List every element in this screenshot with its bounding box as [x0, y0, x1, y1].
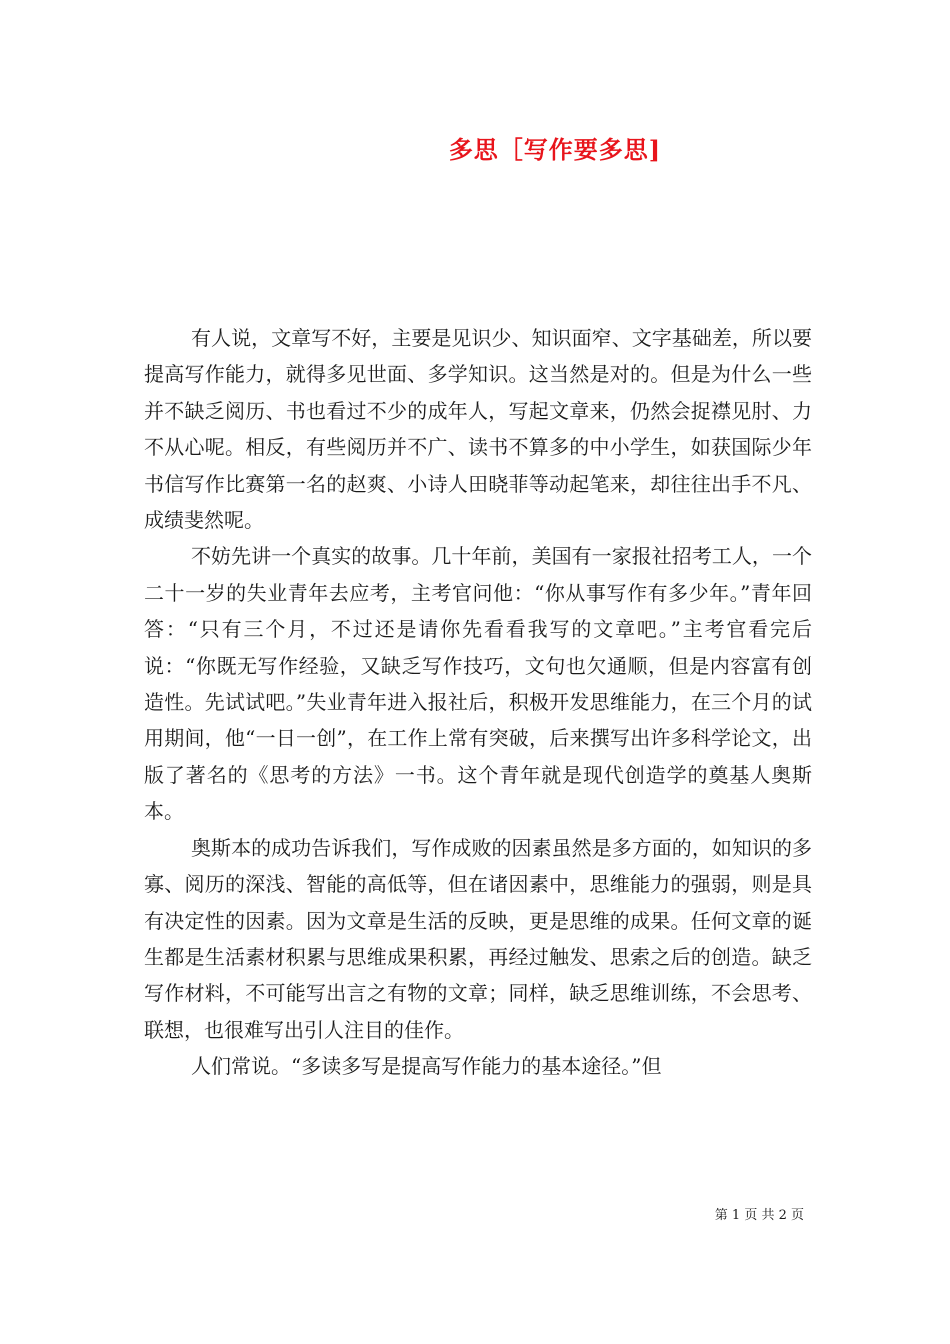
paragraph-4: 人们常说。“多读多写是提高写作能力的基本途径。”但	[191, 1054, 662, 1079]
paragraph-3: 奥斯本的成功告诉我们，写作成败的因素虽然是多方面的，如知识的多寡、阅历的深浅、智能的高低等，但在诸因素中，思维能力的强弱，则是具有决定性的因素。因为文章是生活的反映，更是思维的成果。任何文章的诞生都是生活素材积累与思维成果积累，再经过触发、思索之后的创造。缺乏写作材料，不可能写出言之有物的文章；同样，缺乏思维训练，不会思考、联想，也很难写出引人注目的佳作。	[144, 835, 812, 1042]
paragraph-1: 有人说，文章写不好，主要是见识少、知识面窄、文字基础差，所以要提高写作能力，就得多见世面、多学知识。这当然是对的。但是为什么一些并不缺乏阅历、书也看过不少的成年人，写起文章来，仍然会捉襟见肘、力不从心呢。相反，有些阅历并不广、读书不算多的中小学生，如获国际少年书信写作比赛第一名的赵爽、小诗人田晓菲等动起笔来，却往往出手不凡、成绩斐然呢。	[144, 326, 812, 533]
paragraph-2: 不妨先讲一个真实的故事。几十年前，美国有一家报社招考工人，一个二十一岁的失业青年去应考，主考官问他：“你从事写作有多少年。”青年回答：“只有三个月，不过还是请你先看看我写的文章吧。”主考官看完后说：“你既无写作经验，又缺乏写作技巧，文句也欠通顺，但是内容富有创造性。先试试吧。”失业青年进入报社后，积极开发思维能力，在三个月的试用期间，他“一日一创”，在工作上常有突破，后来撰写出许多科学论文，出版了著名的《思考的方法》一书。这个青年就是现代创造学的奠基人奥斯本。	[144, 544, 812, 824]
document-title: 多思［写作要多思]	[448, 135, 662, 164]
document-body	[144, 320, 812, 1085]
page-number-footer: 第 1 页 共 2 页	[714, 1208, 804, 1223]
